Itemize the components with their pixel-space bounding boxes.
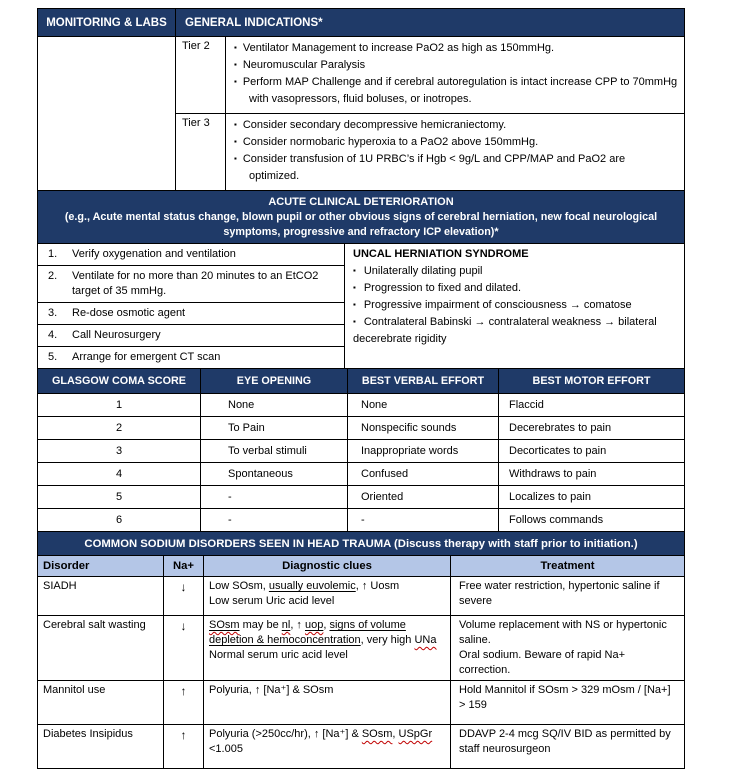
disorder-cell: Cerebral salt wasting <box>38 616 164 680</box>
sodium-banner: COMMON SODIUM DISORDERS SEEN IN HEAD TRAUMA (Discuss therapy with staff prior to initiation.) <box>38 532 684 556</box>
gcs-header-verbal: BEST VERBAL EFFORT <box>348 369 499 393</box>
clues-line <box>209 618 445 648</box>
text-segment: Normal serum uric acid level <box>209 649 348 661</box>
bullet-item: ▪ Neuromuscular Paralysis <box>234 59 366 71</box>
gcs-cell: Localizes to pain <box>509 491 591 503</box>
bullet-item: ▪ Ventilator Management to increase PaO2 as high as 150mmHg. <box>234 42 555 54</box>
tier2-label: Tier 2 <box>176 37 226 113</box>
bullet-item: ▪ Contralateral Babinski → contralateral weakness → bilateral decerebrate rigidity <box>353 316 657 345</box>
text-segment: usually euvolemic <box>268 580 356 592</box>
square-bullet-icon: ▪ <box>234 154 237 163</box>
bullet-item: ▪ Perform MAP Challenge and if cerebral autoregulation is intact increase CPP to 70mmHg with vasopressors, fluid boluses, or inotropes. <box>234 76 678 105</box>
text-segment: Volume replacement with NS or hypertonic saline. <box>459 619 667 646</box>
step-text: Ventilate for no more than 20 minutes to an EtCO2 target of 35 mmHg. <box>72 270 319 297</box>
step-number: 2. <box>48 270 58 282</box>
gcs-table-row <box>38 463 684 486</box>
square-bullet-icon: ▪ <box>234 43 237 52</box>
gcs-header-score: GLASGOW COMA SCORE <box>38 369 201 393</box>
diagnostic-clues-cell <box>204 616 451 680</box>
acute-steps-list <box>38 244 344 368</box>
text-segment: , ↑ <box>290 619 305 631</box>
sodium-header-clues: Diagnostic clues <box>204 556 451 576</box>
step-text: Arrange for emergent CT scan <box>72 351 221 363</box>
disorder-cell: Diabetes Insipidus <box>38 725 164 768</box>
tier3-row <box>176 113 684 190</box>
square-bullet-icon: ▪ <box>353 317 356 326</box>
text-segment: USpGr <box>398 728 433 740</box>
gcs-cell: Inappropriate words <box>348 440 499 462</box>
gcs-table-body <box>38 394 684 532</box>
treatment-cell <box>451 577 684 615</box>
acute-step-row <box>38 244 344 266</box>
clues-line <box>209 594 445 609</box>
sodium-table-row <box>38 681 684 725</box>
uncal-title: UNCAL HERNIATION SYNDROME <box>353 248 529 260</box>
arrow-down-icon: ↓ <box>164 616 204 680</box>
clues-line <box>209 579 445 594</box>
square-bullet-icon: ▪ <box>353 266 356 275</box>
bullet-item: ▪ Consider normobaric hyperoxia to a PaO2 above 150mmHg. <box>234 136 539 148</box>
text-segment: Free water restriction, hypertonic saline if severe <box>459 580 660 607</box>
sodium-header-na: Na+ <box>164 556 204 576</box>
gcs-cell: Confused <box>348 463 499 485</box>
uncal-bullets <box>353 263 678 348</box>
gcs-cell: Follows commands <box>509 514 604 526</box>
disorder-cell: SIADH <box>38 577 164 615</box>
text-segment: , <box>323 619 330 631</box>
monitoring-labs-header: MONITORING & LABS <box>38 9 176 36</box>
gcs-cell: Decerebrates to pain <box>509 422 612 434</box>
treatment-cell <box>451 616 684 680</box>
acute-step-row <box>38 325 344 347</box>
square-bullet-icon: ▪ <box>353 283 356 292</box>
diagnostic-clues-cell <box>204 725 451 768</box>
arrow-up-icon: ↑ <box>164 681 204 724</box>
treatment-cell <box>451 725 684 768</box>
gcs-cell: - <box>201 486 348 508</box>
square-bullet-icon: ▪ <box>234 120 237 129</box>
text-segment: Polyuria, ↑ [Na⁺] & SOsm <box>209 684 334 696</box>
acute-response-section <box>38 244 684 369</box>
gcs-header-motor: BEST MOTOR EFFORT <box>532 375 651 387</box>
gcs-cell: - <box>348 509 499 531</box>
text-segment: Low SOsm, <box>209 580 269 592</box>
tier2-row <box>176 37 684 113</box>
gcs-cell: 4 <box>38 463 201 485</box>
top-header-row <box>38 9 684 37</box>
tier-section <box>38 37 684 191</box>
clues-line <box>209 648 445 663</box>
text-segment: <1.005 <box>209 743 243 755</box>
acute-banner-subtitle: (e.g., Acute mental status change, blown pupil or other obvious signs of cerebral herniation, new focal neurological symptoms, progressive and refractory ICP elevation)* <box>64 211 658 238</box>
sodium-table-row <box>38 725 684 769</box>
text-segment <box>305 619 323 631</box>
treatment-line <box>459 579 679 609</box>
tier2-bullets <box>226 37 684 113</box>
gcs-cell: 6 <box>38 509 201 531</box>
bullet-item: ▪ Unilaterally dilating pupil <box>353 265 483 277</box>
gcs-cell: 3 <box>38 440 201 462</box>
acute-banner-title: ACUTE CLINICAL DETERIORATION <box>268 196 454 208</box>
gcs-header-eye: EYE OPENING <box>201 369 348 393</box>
gcs-cell: 5 <box>38 486 201 508</box>
sodium-table-row <box>38 577 684 616</box>
gcs-cell: Nonspecific sounds <box>348 417 499 439</box>
bullet-item: ▪ Consider transfusion of 1U PRBC’s if Hgb < 9g/L and CPP/MAP and PaO2 are optimized. <box>234 153 626 182</box>
treatment-cell <box>451 681 684 724</box>
treatment-line <box>459 683 679 713</box>
square-bullet-icon: ▪ <box>234 60 237 69</box>
gcs-header-row <box>38 369 684 394</box>
step-number: 5. <box>48 351 58 363</box>
square-bullet-icon: ▪ <box>234 137 237 146</box>
gcs-cell: None <box>348 394 499 416</box>
uncal-herniation-cell <box>344 244 684 368</box>
step-text: Call Neurosurgery <box>72 329 161 341</box>
text-segment: DDAVP 2-4 mcg SQ/IV BID as permitted by staff neurosurgeon <box>459 728 671 755</box>
treatment-line <box>459 648 679 678</box>
bullet-item: ▪ Consider secondary decompressive hemicraniectomy. <box>234 119 507 131</box>
gcs-cell: 1 <box>38 394 201 416</box>
text-segment: UNa <box>414 634 437 646</box>
sodium-table-row <box>38 616 684 681</box>
gcs-cell: None <box>201 394 348 416</box>
gcs-cell: To Pain <box>201 417 348 439</box>
gcs-table-row <box>38 394 684 417</box>
acute-step-row <box>38 266 344 303</box>
step-text: Verify oxygenation and ventilation <box>72 248 236 260</box>
gcs-cell: Withdraws to pain <box>509 468 597 480</box>
text-segment: , <box>392 728 399 740</box>
treatment-line <box>459 727 679 757</box>
sodium-header-disorder: Disorder <box>38 556 164 576</box>
acute-step-row <box>38 347 344 368</box>
gcs-cell: Decorticates to pain <box>509 445 607 457</box>
bullet-item: ▪ Progression to fixed and dilated. <box>353 282 521 294</box>
clues-line <box>209 727 445 757</box>
sodium-table-body <box>38 577 684 769</box>
disorder-cell: Mannitol use <box>38 681 164 724</box>
text-segment: SOsm <box>209 619 240 631</box>
gcs-table-row <box>38 417 684 440</box>
text-segment <box>209 619 240 631</box>
arrow-down-icon: ↓ <box>164 577 204 615</box>
sodium-header-row <box>38 556 684 577</box>
general-indications-header: GENERAL INDICATIONS* <box>185 16 323 29</box>
text-segment: uop <box>304 619 324 631</box>
arrow-up-icon: ↑ <box>164 725 204 768</box>
protocol-document <box>37 8 685 769</box>
step-number: 3. <box>48 307 58 319</box>
acute-step-row <box>38 303 344 325</box>
text-segment: may be <box>239 619 282 631</box>
text-segment: nl <box>281 619 291 631</box>
tier3-label: Tier 3 <box>176 114 226 190</box>
clues-line <box>209 683 445 698</box>
gcs-cell: Spontaneous <box>201 463 348 485</box>
tier3-bullets <box>226 114 684 190</box>
text-segment: Oral sodium. Beware of rapid Na+ correction. <box>459 649 625 676</box>
step-number: 1. <box>48 248 58 260</box>
text-segment: , very high <box>360 634 415 646</box>
monitoring-labs-empty-cell <box>38 37 176 190</box>
step-number: 4. <box>48 329 58 341</box>
diagnostic-clues-cell <box>204 577 451 615</box>
text-segment: Hold Mannitol if SOsm > 329 mOsm / [Na+] > 159 <box>459 684 671 711</box>
bullet-item: ▪ Progressive impairment of consciousness → comatose <box>353 299 632 311</box>
text-segment: SOsm <box>361 728 393 740</box>
tier-rows <box>176 37 684 190</box>
gcs-cell: 2 <box>38 417 201 439</box>
diagnostic-clues-cell <box>204 681 451 724</box>
text-segment: Low serum Uric acid level <box>209 595 335 607</box>
gcs-table-row <box>38 440 684 463</box>
treatment-line <box>459 618 679 648</box>
acute-deterioration-banner <box>38 191 684 244</box>
gcs-table-row <box>38 509 684 532</box>
sodium-header-treatment: Treatment <box>540 560 595 572</box>
text-segment: signs of volume depletion & hemoconcentration <box>209 619 406 646</box>
square-bullet-icon: ▪ <box>353 300 356 309</box>
gcs-cell: - <box>201 509 348 531</box>
text-segment: Polyuria (>250cc/hr), ↑ [Na⁺] & <box>209 728 362 740</box>
step-text: Re-dose osmotic agent <box>72 307 186 319</box>
gcs-cell: Oriented <box>348 486 499 508</box>
gcs-cell: To verbal stimuli <box>201 440 348 462</box>
text-segment: , ↑ Uosm <box>355 580 400 592</box>
gcs-cell: Flaccid <box>509 399 544 411</box>
square-bullet-icon: ▪ <box>234 77 237 86</box>
gcs-table-row <box>38 486 684 509</box>
